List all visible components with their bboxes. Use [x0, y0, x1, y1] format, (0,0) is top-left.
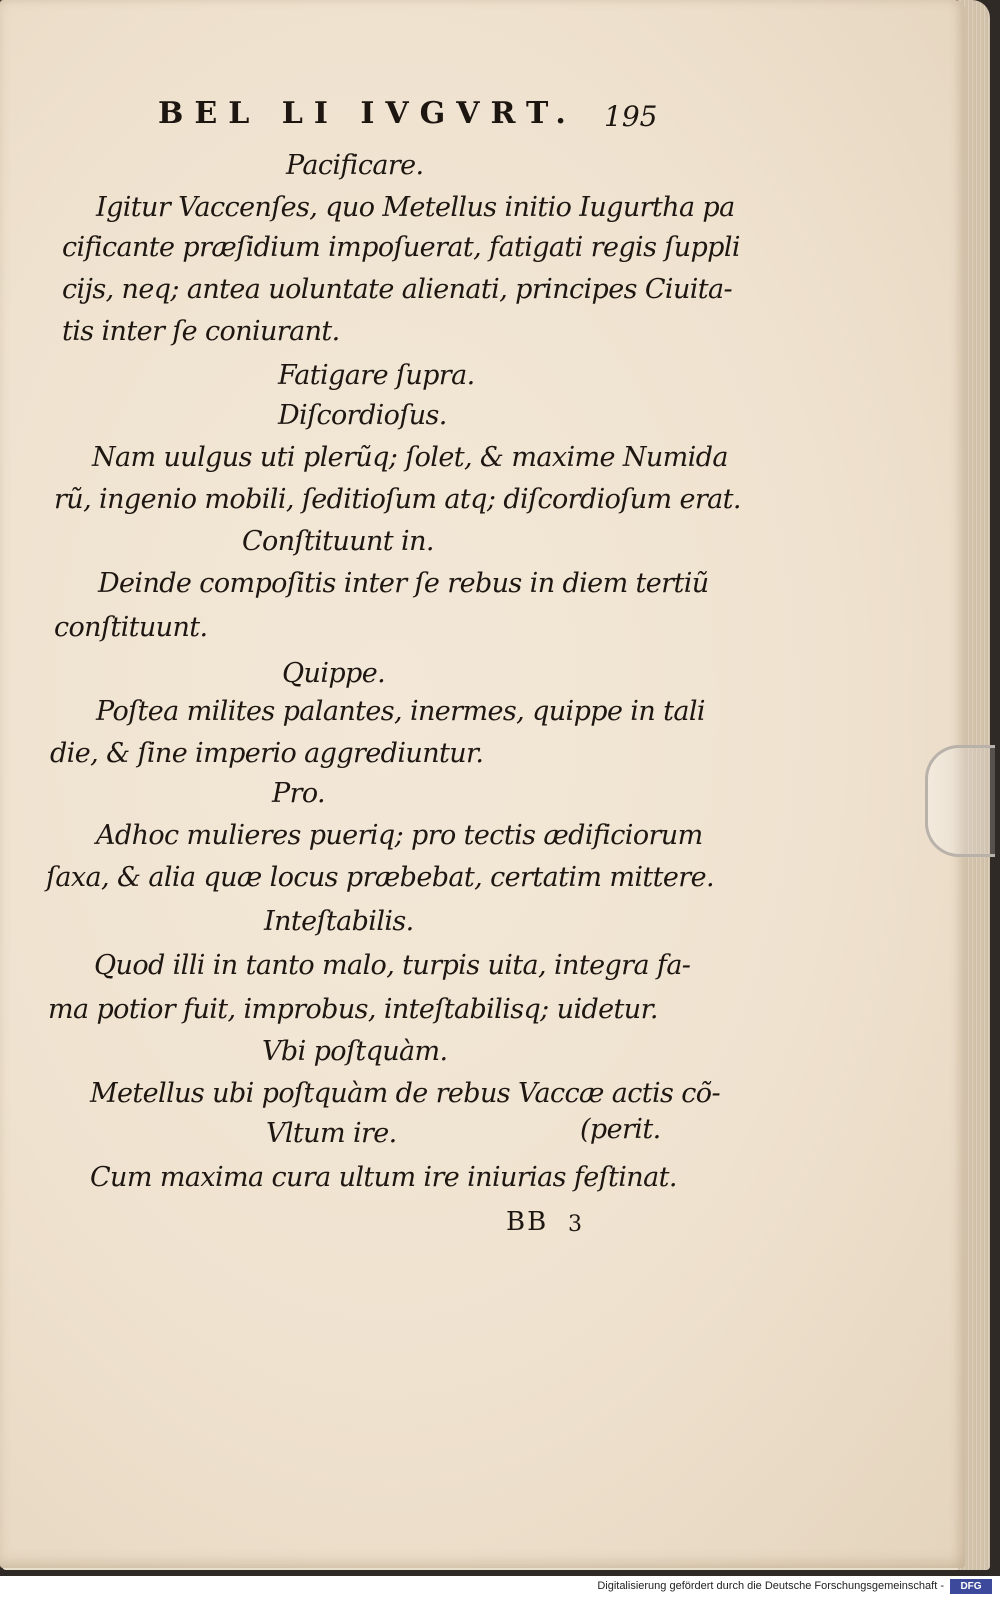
text-line: conſtituunt. [54, 612, 208, 643]
lemma-heading: Inteſtabilis. [264, 906, 414, 937]
text-line: Igitur Vaccenſes, quo Metellus initio Iugurtha pa [96, 192, 735, 223]
text-line: Cum maxima cura ultum ire iniurias feſtinat. [90, 1162, 677, 1193]
text-line: die, & ſine imperio aggrediuntur. [50, 738, 484, 769]
dfg-logo: DFG [950, 1579, 992, 1594]
running-title: BEL LI IVGVRT. [158, 96, 577, 131]
text-line: cijs, neq; antea uoluntate alienati, principes Ciuita- [62, 274, 733, 305]
lemma-heading: Pacificare. [286, 150, 424, 181]
lemma-heading: Fatigare ſupra. [278, 360, 475, 391]
lemma-heading: Vbi poſtquàm. [262, 1036, 448, 1067]
signature-number: 3 [568, 1212, 582, 1237]
lemma-heading: Pro. [272, 778, 326, 809]
text-line: rũ, ingenio mobili, ſeditioſum atq; diſcordioſum erat. [54, 484, 741, 515]
footer-credit: Digitalisierung gefördert durch die Deutsche Forschungsgemeinschaft - [597, 1580, 944, 1592]
text-line: Quod illi in tanto malo, turpis uita, integra fa- [94, 950, 691, 981]
signature-mark: BB [506, 1207, 549, 1237]
lemma-heading: Conſtituunt in. [242, 526, 434, 557]
text-line: Adhoc mulieres pueriq; pro tectis ædificiorum [96, 820, 703, 851]
text-line: ſaxa, & alia quæ locus præbebat, certatim mittere. [46, 862, 714, 893]
text-line: tis inter ſe coniurant. [62, 316, 340, 347]
text-line: Deinde compoſitis inter ſe rebus in diem tertiũ [98, 568, 709, 599]
digitization-footer [0, 1576, 1000, 1598]
page-clip [925, 745, 995, 857]
text-line: cificante præſidium impoſuerat, fatigati regis ſuppli [62, 232, 740, 263]
text-line: Poſtea milites palantes, inermes, quippe in tali [96, 696, 705, 727]
text-line: Nam uulgus uti plerũq; ſolet, & maxime Numida [92, 442, 728, 473]
lemma-heading: Quippe. [282, 658, 386, 689]
page-number: 195 [604, 100, 658, 133]
lemma-heading: Vltum ire. [266, 1118, 397, 1149]
text-line: ma potior fuit, improbus, inteſtabilisq; uidetur. [48, 994, 658, 1025]
lemma-heading: Diſcordioſus. [278, 400, 447, 431]
text-line-turnover: (perit. [580, 1114, 661, 1145]
text-line: Metellus ubi poſtquàm de rebus Vaccæ actis cõ- [90, 1078, 720, 1109]
